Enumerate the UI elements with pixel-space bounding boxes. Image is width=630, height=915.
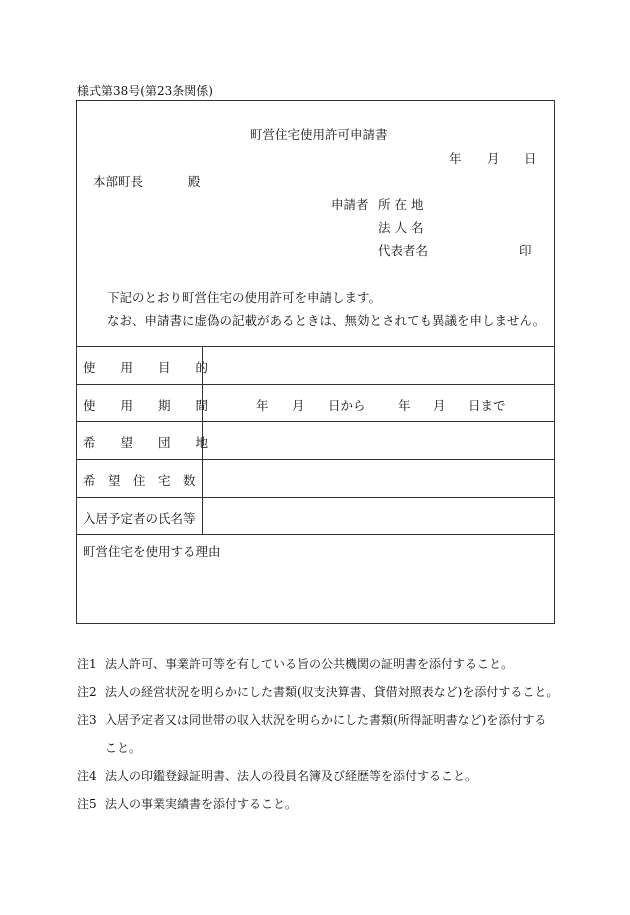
representative-label: 代表者名 xyxy=(378,243,429,258)
note-item xyxy=(77,767,477,784)
row-label-reason: 町営住宅を使用する理由 xyxy=(83,544,221,559)
table-rule xyxy=(77,384,554,385)
note-number: 注1 xyxy=(77,657,97,671)
note-item xyxy=(77,711,546,728)
table-rule xyxy=(77,497,554,498)
note-number: 注3 xyxy=(77,713,97,727)
date-day-label: 日 xyxy=(524,151,537,166)
note-number: 注5 xyxy=(77,797,97,811)
note-text: 法人許可、事業許可等を有している旨の公共機関の証明書を添付すること。 xyxy=(105,657,514,671)
address-label: 所 在 地 xyxy=(378,197,424,212)
table-rule xyxy=(77,346,554,347)
note-item xyxy=(77,795,297,812)
applicant-label: 申請者 xyxy=(331,197,369,212)
form-title: 町営住宅使用許可申請書 xyxy=(250,127,388,142)
application-form xyxy=(76,100,555,624)
note-text: 法人の印鑑登録証明書、法人の役員名簿及び経歴等を添付すること。 xyxy=(105,769,478,783)
table-rule xyxy=(77,534,554,535)
period-to-month: 月 xyxy=(433,398,446,413)
row-label-purpose: 使 用 目 的 xyxy=(83,360,209,375)
note-text: 入居予定者又は同世帯の収入状況を明らかにした書類(所得証明書など)を添付する xyxy=(105,713,547,727)
period-from-day: 日から xyxy=(328,398,366,413)
note-item xyxy=(77,683,558,700)
period-to-year: 年 xyxy=(398,398,411,413)
addressee-honorific: 殿 xyxy=(188,174,201,189)
row-label-period: 使 用 期 間 xyxy=(83,398,209,413)
note-item xyxy=(77,655,513,672)
corp-name-label: 法 人 名 xyxy=(378,220,424,235)
table-rule xyxy=(77,459,554,460)
addressee-name: 本部町長 xyxy=(93,174,144,189)
form-number: 様式第38号(第23条関係) xyxy=(77,84,213,98)
note-number: 注2 xyxy=(77,685,97,699)
date-year-label: 年 xyxy=(449,151,462,166)
note-text: 法人の経営状況を明らかにした書類(収支決算書、貸借対照表など)を添付すること。 xyxy=(105,685,559,699)
body-text-line-2: なお、申請書に虚偽の記載があるときは、無効とされても異議を申しません。 xyxy=(107,313,546,328)
period-from-year: 年 xyxy=(256,398,269,413)
period-to-day: 日まで xyxy=(468,398,506,413)
row-label-units: 希 望 住 宅 数 xyxy=(83,473,196,488)
period-from-month: 月 xyxy=(292,398,305,413)
row-label-residents: 入居予定者の氏名等 xyxy=(83,511,196,526)
note-number: 注4 xyxy=(77,769,97,783)
note-item-continuation xyxy=(77,739,141,756)
table-rule xyxy=(77,421,554,422)
body-text-line-1: 下記のとおり町営住宅の使用許可を申請します。 xyxy=(107,290,382,305)
seal-mark: 印 xyxy=(519,243,532,258)
date-month-label: 月 xyxy=(487,151,500,166)
note-text: 法人の事業実績書を添付すること。 xyxy=(105,797,298,811)
note-text: こと。 xyxy=(105,741,142,755)
row-label-complex: 希 望 団 地 xyxy=(83,435,209,450)
